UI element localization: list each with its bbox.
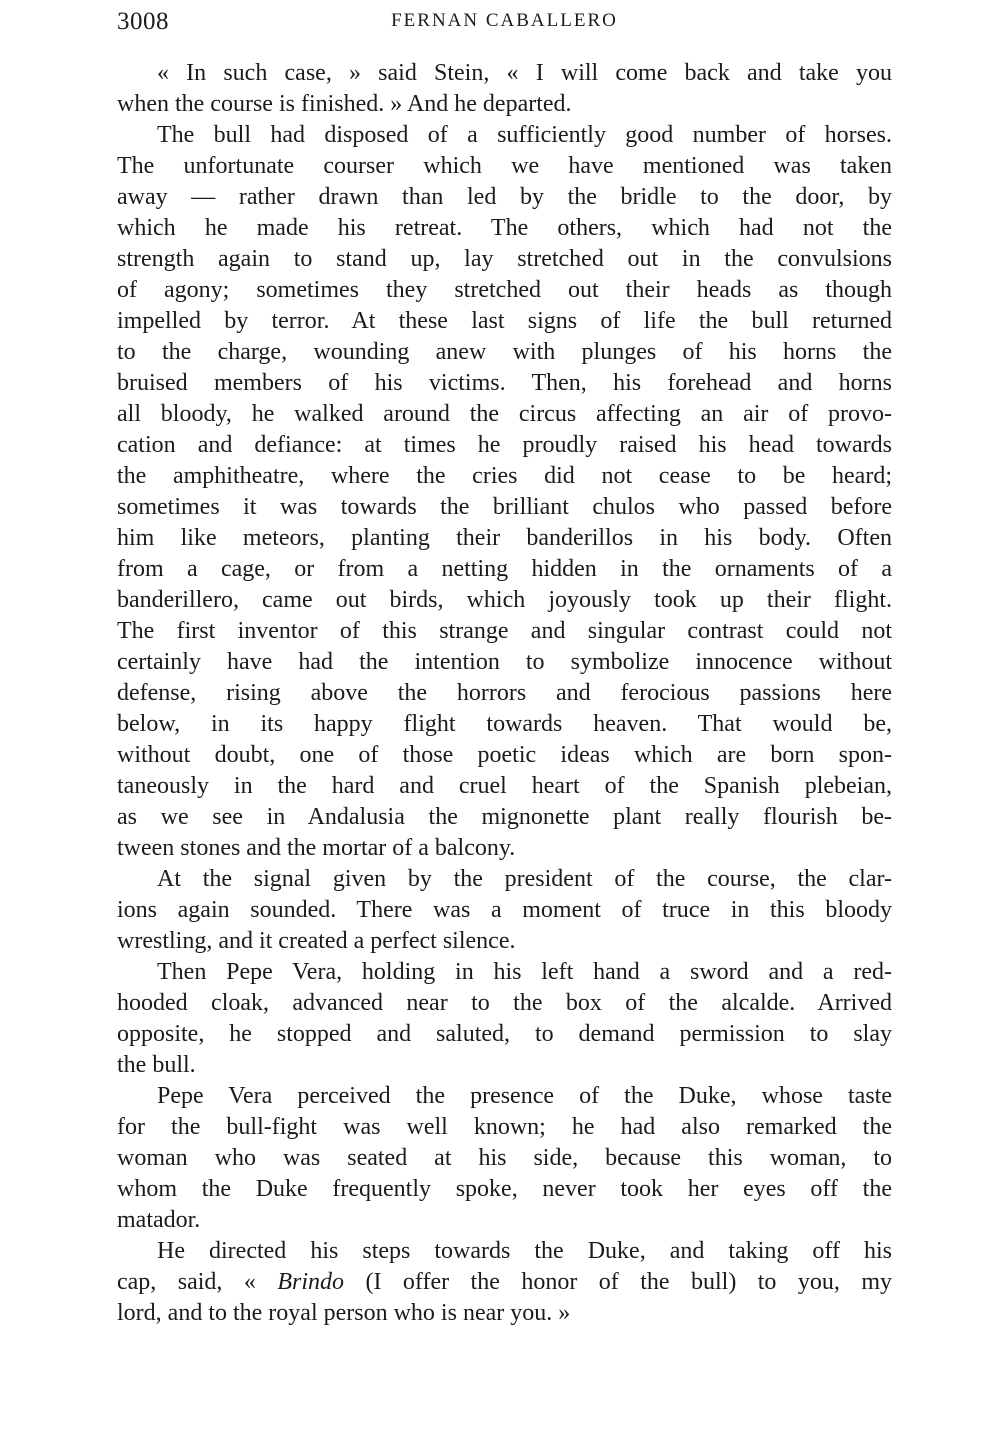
text-fragment: cap, said, « [117, 1269, 256, 1295]
text-line: wrestling, and it created a perfect silence. [117, 928, 516, 954]
paragraph [117, 58, 892, 120]
paragraph [117, 1236, 892, 1329]
text-line: of agony; sometimes they stretched out their heads as though [117, 277, 892, 303]
text-line: defense, rising above the horrors and ferocious passions here [117, 680, 892, 706]
text-fragment: (I offer the honor of the bull) to you, my [365, 1269, 892, 1295]
text-line: The first inventor of this strange and singular contrast could not [117, 618, 892, 644]
text-line [117, 1267, 892, 1298]
paragraph [117, 864, 892, 957]
text-line: The bull had disposed of a sufficiently good number of horses. [157, 122, 892, 148]
text-line: the amphitheatre, where the cries did not cease to be heard; [117, 463, 892, 489]
text-line: below, in its happy flight towards heaven. That would be, [117, 711, 892, 737]
text-line: tween stones and the mortar of a balcony. [117, 835, 516, 861]
text-line: taneously in the hard and cruel heart of the Spanish plebeian, [117, 773, 892, 799]
text-line: « In such case, » said Stein, « I will come back and take you [157, 60, 892, 86]
text-line: woman who was seated at his side, because this woman, to [117, 1145, 892, 1171]
text-line: strength again to stand up, lay stretched out in the convulsions [117, 246, 892, 272]
text-line: banderillero, came out birds, which joyously took up their flight. [117, 587, 892, 613]
text-line: lord, and to the royal person who is near you. » [117, 1300, 571, 1326]
text-line: Pepe Vera perceived the presence of the Duke, whose taste [157, 1083, 892, 1109]
text-line: the bull. [117, 1052, 196, 1078]
text-line: hooded cloak, advanced near to the box of the alcalde. Arrived [117, 990, 892, 1016]
text-line: Then Pepe Vera, holding in his left hand a sword and a red- [157, 959, 892, 985]
text-line: whom the Duke frequently spoke, never took her eyes off the [117, 1176, 892, 1202]
text-line: when the course is finished. » And he departed. [117, 91, 572, 117]
text-line: The unfortunate courser which we have mentioned was taken [117, 153, 892, 179]
text-line: ions again sounded. There was a moment of truce in this bloody [117, 897, 892, 923]
text-line: as we see in Andalusia the mignonette plant really flourish be- [117, 804, 892, 830]
text-line: impelled by terror. At these last signs of life the bull returned [117, 308, 892, 334]
text-line: him like meteors, planting their banderillos in his body. Often [117, 525, 892, 551]
text-line: without doubt, one of those poetic ideas which are born spon- [117, 742, 892, 768]
text-line: He directed his steps towards the Duke, and taking off his [157, 1238, 892, 1264]
page-number: 3008 [117, 8, 169, 35]
text-line: At the signal given by the president of the course, the clar- [157, 866, 892, 892]
text-line: matador. [117, 1207, 201, 1233]
page-header [117, 8, 892, 40]
text-line: certainly have had the intention to symbolize innocence without [117, 649, 892, 675]
text-line: cation and defiance: at times he proudly raised his head towards [117, 432, 892, 458]
text-line: opposite, he stopped and saluted, to demand permission to slay [117, 1021, 892, 1047]
body-text [117, 58, 892, 1329]
running-head: FERNAN CABALLERO [391, 10, 618, 31]
text-line: from a cage, or from a netting hidden in the ornaments of a [117, 556, 892, 582]
paragraph [117, 957, 892, 1081]
paragraph [117, 120, 892, 864]
text-line: to the charge, wounding anew with plunges of his horns the [117, 339, 892, 365]
text-line: away — rather drawn than led by the bridle to the door, by [117, 184, 892, 210]
text-line: all bloody, he walked around the circus affecting an air of provo- [117, 401, 892, 427]
text-line: for the bull-fight was well known; he had also remarked the [117, 1114, 892, 1140]
text-line: which he made his retreat. The others, which had not the [117, 215, 892, 241]
text-line: bruised members of his victims. Then, his forehead and horns [117, 370, 892, 396]
text-line: sometimes it was towards the brilliant chulos who passed before [117, 494, 892, 520]
italic-word: Brindo [277, 1269, 344, 1295]
paragraph [117, 1081, 892, 1236]
